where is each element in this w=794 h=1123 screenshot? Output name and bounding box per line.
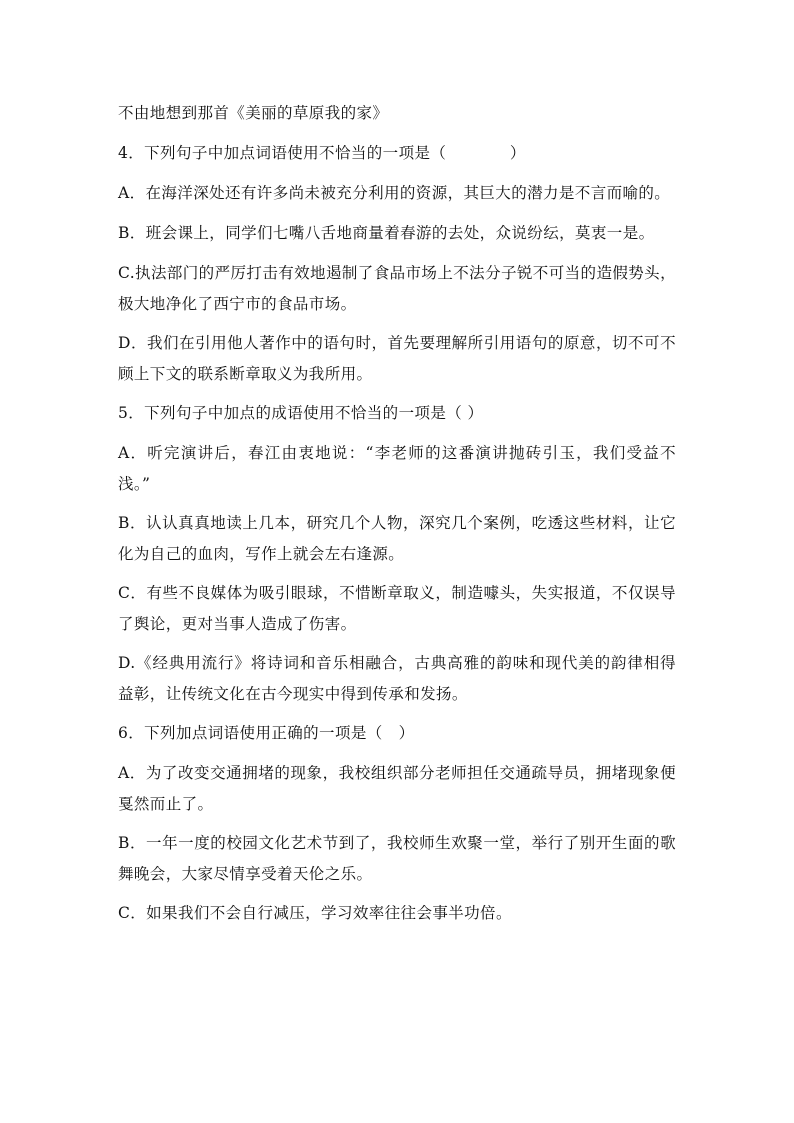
paragraph-intro: 不由地想到那首《美丽的草原我的家》	[118, 104, 389, 122]
question-5-option-a: A．听完演讲后，春江由衷地说：“李老师的这番演讲抛砖引玉，我们受益不浅。”	[118, 444, 676, 493]
question-5-option-d: D.《经典用流行》将诗词和音乐相融合，古典高雅的韵味和现代美的韵律相得益彰，让传统文化在古今现实中得到传承和发扬。	[118, 654, 676, 703]
question-5-option-c: C．有些不良媒体为吸引眼球，不惜断章取义，制造噱头，失实报道，不仅误导了舆论，更对当事人造成了伤害。	[118, 584, 676, 633]
question-5-stem: 5．下列句子中加点的成语使用不恰当的一项是（ ）	[118, 404, 484, 422]
question-6-stem: 6．下列加点词语使用正确的一项是（ ）	[118, 724, 415, 742]
question-4-stem: 4．下列句子中加点词语使用不恰当的一项是（ ）	[118, 144, 526, 162]
question-4-option-a: A．在海洋深处还有许多尚未被充分利用的资源，其巨大的潜力是不言而喻的。	[118, 184, 671, 202]
question-5-option-b: B．认认真真地读上几本，研究几个人物，深究几个案例，吃透这些材料，让它化为自己的血肉，写作上就会左右逢源。	[118, 514, 676, 563]
question-6-option-b: B．一年一度的校园文化艺术节到了，我校师生欢聚一堂，举行了别开生面的歌舞晚会，大家尽情享受着天伦之乐。	[118, 834, 676, 883]
question-6-option-a: A．为了改变交通拥堵的现象，我校组织部分老师担任交通疏导员，拥堵现象便戛然而止了。	[118, 764, 676, 813]
question-4-option-d: D．我们在引用他人著作中的语句时，首先要理解所引用语句的原意，切不可不顾上下文的联系断章取义为我所用。	[118, 334, 676, 383]
question-4-option-b: B．班会课上，同学们七嘴八舌地商量着春游的去处，众说纷纭，莫衷一是。	[118, 224, 655, 242]
question-4-option-c: C.执法部门的严厉打击有效地遏制了食品市场上不法分子锐不可当的造假势头，极大地净化了西宁市的食品市场。	[118, 264, 676, 313]
question-6-option-c: C．如果我们不会自行减压，学习效率往往会事半功倍。	[118, 904, 512, 922]
